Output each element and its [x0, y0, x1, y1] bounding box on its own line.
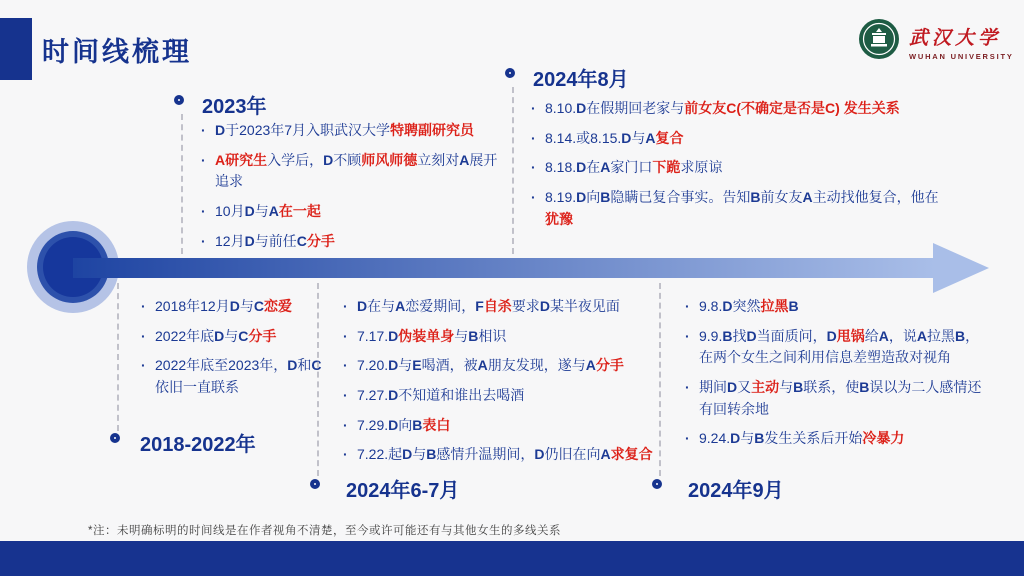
event-text-segment: 与 [239, 298, 254, 314]
event-text-segment: D [229, 298, 240, 314]
event-text-segment: 9.24. [699, 430, 731, 447]
event-text-segment: 主动找他复合，他在 [812, 189, 939, 206]
event-text-segment: 冷暴力 [862, 430, 905, 447]
event-text-segment: C [311, 357, 322, 374]
event-text-segment: 7.27. [357, 387, 389, 404]
event-text-segment: 依旧一直联系 [155, 379, 239, 396]
event-text-segment: 期间 [699, 379, 727, 396]
event-text-segment: ，说 [888, 327, 917, 344]
event-text-segment: D [621, 129, 632, 146]
connector-2023 [181, 114, 183, 254]
event-text-segment: 向 [398, 416, 413, 433]
event-text-segment: E [412, 357, 422, 374]
event-text-segment: 分手 [248, 327, 277, 344]
event-text-segment: 与 [412, 446, 427, 463]
event-text-segment: 在一起 [278, 203, 321, 220]
timeline-event [530, 128, 942, 150]
event-text-segment: 某半夜见面 [549, 298, 620, 314]
event-text-segment: 给 [864, 327, 879, 344]
event-text-segment: 犹豫 [545, 210, 573, 227]
event-text-segment: A [395, 298, 406, 314]
event-text-segment: A [585, 357, 596, 374]
bottom-accent-bar [0, 541, 1024, 576]
timeline-event [530, 187, 942, 230]
event-list-2024-06-07 [342, 296, 677, 474]
event-text-segment: D [388, 357, 399, 374]
event-text-segment: 要求 [511, 298, 540, 314]
event-text-segment: 师风师德 [361, 151, 418, 168]
event-text-segment: B [754, 430, 765, 447]
event-text-segment: D [826, 327, 837, 344]
event-text-segment: B [793, 379, 804, 396]
event-text-segment: D [388, 416, 399, 433]
event-text-segment: 隐瞒已复合事实。告知 [610, 189, 751, 206]
event-text-segment: 展开追求 [215, 151, 498, 190]
event-text-segment: A [600, 446, 611, 463]
event-text-segment: D [576, 189, 587, 206]
event-text-segment: 联系，使 [803, 379, 860, 396]
event-text-segment: 恋爱期间， [405, 298, 476, 314]
event-text-segment: D [534, 446, 545, 463]
event-text-segment: 相识 [478, 327, 507, 344]
event-text-segment: 前女友C(不确定是否是C) 发生关系 [684, 100, 900, 116]
event-text-segment: 下跪 [652, 159, 681, 176]
event-text-segment: 2022年底 [155, 327, 215, 344]
event-text-segment: 前女友 [760, 189, 803, 206]
timeline-event [530, 157, 942, 179]
event-text-segment: 不知道和谁出去喝酒 [398, 387, 525, 404]
event-text-segment: ，在两个女生之间利用信息差塑造敌对视角 [699, 327, 980, 366]
event-text-segment: 12月 [215, 232, 245, 249]
event-text-segment: 表白 [422, 416, 451, 433]
event-text-segment: 分手 [595, 357, 624, 374]
section-title-2024-08: 2024年8月 [533, 69, 629, 91]
event-text-segment: 向 [586, 189, 601, 206]
event-text-segment: D [215, 122, 226, 138]
event-text-segment: 找 [732, 327, 747, 344]
event-text-segment: D [402, 446, 413, 463]
event-text-segment: 与 [740, 430, 755, 447]
section-title-2018-2022: 2018-2022年 [140, 434, 256, 456]
event-text-segment: B [722, 327, 733, 344]
event-text-segment: 复合 [655, 129, 684, 146]
connector-2024-06-07 [317, 283, 319, 476]
title-accent-bar [0, 18, 32, 80]
timeline-event [342, 385, 677, 407]
timeline-node-2023-icon [174, 95, 184, 105]
event-text-segment: C [253, 298, 264, 314]
event-text-segment: A [600, 159, 611, 176]
event-text-segment: D [746, 327, 757, 344]
event-text-segment: D [730, 430, 741, 447]
event-text-segment: B [412, 416, 423, 433]
event-text-segment: B [426, 446, 437, 463]
section-title-2023: 2023年 [202, 96, 267, 118]
event-text-segment: 与 [631, 129, 646, 146]
timeline-node-2024-06-07-icon [310, 479, 320, 489]
event-text-segment: 分手 [306, 232, 335, 249]
event-text-segment: A [916, 327, 927, 344]
event-text-segment: 当面质问， [756, 327, 827, 344]
event-text-segment: D [388, 387, 399, 404]
timeline-event [342, 296, 677, 318]
timeline-event [684, 428, 986, 450]
event-text-segment: 与 [224, 327, 239, 344]
event-text-segment: 与 [454, 327, 469, 344]
event-text-segment: 和 [297, 357, 312, 374]
event-text-segment: 拉黑 [760, 298, 789, 314]
timeline-event [342, 355, 677, 377]
event-text-segment: D [357, 298, 368, 314]
university-name-cn: 武汉大学 [909, 27, 1002, 49]
university-emblem-icon [858, 18, 900, 65]
timeline-bar [73, 258, 935, 278]
connector-2018-2022 [117, 283, 119, 431]
event-text-segment: 感情升温期间， [436, 446, 535, 463]
event-text-segment: D [244, 203, 255, 220]
event-text-segment: 立刻对 [417, 151, 460, 168]
timeline-event [684, 377, 986, 420]
event-text-segment: 甩锅 [836, 327, 865, 344]
timeline-event [140, 326, 330, 348]
event-text-segment: D [576, 159, 587, 176]
event-text-segment: A [268, 203, 279, 220]
event-text-segment: D [388, 327, 399, 344]
event-text-segment: 不顾 [333, 151, 362, 168]
event-text-segment: A研究生 [215, 151, 268, 168]
event-text-segment: 误以为二人感情还有回转余地 [699, 379, 982, 417]
event-text-segment: 7.17. [357, 327, 389, 344]
timeline-event [140, 296, 330, 318]
event-text-segment: 于2023年7月入职武汉大学 [225, 122, 391, 138]
event-text-segment: 在假期回老家与 [586, 100, 685, 116]
timeline-event [200, 231, 500, 253]
event-text-segment: 特聘副研究员 [390, 122, 475, 138]
event-text-segment: B [859, 379, 870, 396]
timeline-event [200, 120, 500, 142]
timeline-node-2018-2022-icon [110, 433, 120, 443]
event-text-segment: 自杀 [483, 298, 512, 314]
section-title-2024-09: 2024年9月 [688, 480, 784, 502]
event-text-segment: D [722, 298, 733, 314]
timeline-event [530, 98, 942, 120]
event-text-segment: 与前任 [254, 232, 297, 249]
event-list-2018-2022 [140, 296, 330, 407]
event-list-2023 [200, 120, 500, 260]
timeline-event [200, 150, 500, 193]
event-text-segment: 又 [737, 379, 752, 396]
event-list-2024-09 [684, 296, 986, 458]
event-text-segment: 7.20. [357, 357, 389, 374]
event-text-segment: 发生关系后开始 [764, 430, 863, 447]
event-text-segment: 求复合 [610, 446, 653, 463]
university-name [909, 23, 1014, 61]
event-text-segment: 与 [398, 357, 413, 374]
event-text-segment: 仍旧在向 [544, 446, 601, 463]
event-text-segment: D [323, 151, 334, 168]
section-title-2024-06-07: 2024年6-7月 [346, 480, 460, 502]
event-text-segment: 拉黑 [926, 327, 955, 344]
event-text-segment: 7.22.起 [357, 446, 403, 463]
event-text-segment: 朋友发现，遂与 [487, 357, 586, 374]
event-text-segment: 入学后， [267, 151, 324, 168]
event-text-segment: A [477, 357, 488, 374]
event-text-segment: 7.29. [357, 416, 389, 433]
event-text-segment: 主动 [751, 379, 780, 396]
event-text-segment: 2018年12月 [155, 298, 230, 314]
timeline-arrowhead-icon [933, 243, 989, 293]
event-list-2024-08 [530, 98, 942, 238]
event-text-segment: 突然 [732, 298, 761, 314]
event-text-segment: D [244, 232, 255, 249]
timeline-node-2024-08-icon [505, 68, 515, 78]
event-text-segment: F [475, 298, 484, 314]
event-text-segment: B [600, 189, 611, 206]
timeline-event [684, 296, 986, 318]
event-text-segment: D [539, 298, 550, 314]
event-text-segment: 家门口 [610, 159, 653, 176]
event-text-segment: 在与 [367, 298, 396, 314]
event-text-segment: 8.19. [545, 189, 577, 206]
university-name-en: WUHAN UNIVERSITY [909, 51, 1014, 61]
event-text-segment: 8.10. [545, 100, 577, 116]
event-text-segment: A [878, 327, 889, 344]
connector-2024-09 [659, 283, 661, 476]
connector-2024-08 [512, 87, 514, 254]
event-text-segment: 8.14.或8.15. [545, 129, 622, 146]
event-text-segment: D [214, 327, 225, 344]
timeline-event [342, 444, 677, 466]
event-text-segment: B [750, 189, 761, 206]
event-text-segment: A [645, 129, 656, 146]
timeline-node-2024-09-icon [652, 479, 662, 489]
timeline-event [342, 326, 677, 348]
event-text-segment: 10月 [215, 203, 245, 220]
event-text-segment: B [954, 327, 966, 344]
event-text-segment: C [296, 232, 307, 249]
page-title: 时间线梳理 [42, 37, 192, 67]
event-text-segment: 在 [586, 159, 601, 176]
event-text-segment: 求原谅 [680, 159, 723, 176]
event-text-segment: 恋爱 [263, 298, 292, 314]
event-text-segment: 8.18. [545, 159, 577, 176]
event-text-segment: B [468, 327, 479, 344]
event-text-segment: 伪装单身 [398, 327, 455, 344]
event-text-segment: 2022年底至2023年， [155, 357, 288, 374]
event-text-segment: A [459, 151, 470, 168]
event-text-segment: D [287, 357, 298, 374]
timeline-event [684, 326, 986, 369]
timeline-event [342, 415, 677, 437]
timeline-event [140, 355, 330, 398]
event-text-segment: 喝酒，被 [421, 357, 478, 374]
event-text-segment: B [788, 298, 799, 314]
event-text-segment: D [727, 379, 738, 396]
timeline-event [200, 201, 500, 223]
event-text-segment: 与 [254, 203, 269, 220]
event-text-segment: A [802, 189, 813, 206]
event-text-segment: 9.9. [699, 327, 723, 344]
university-logo [858, 18, 1014, 65]
event-text-segment: C [238, 327, 249, 344]
event-text-segment: 与 [779, 379, 794, 396]
event-text-segment: 9.8. [699, 298, 723, 314]
event-text-segment: D [576, 100, 587, 116]
footnote: *注：未明确标明的时间线是在作者视角不清楚，至今或许可能还有与其他女生的多线关系 [88, 525, 561, 537]
